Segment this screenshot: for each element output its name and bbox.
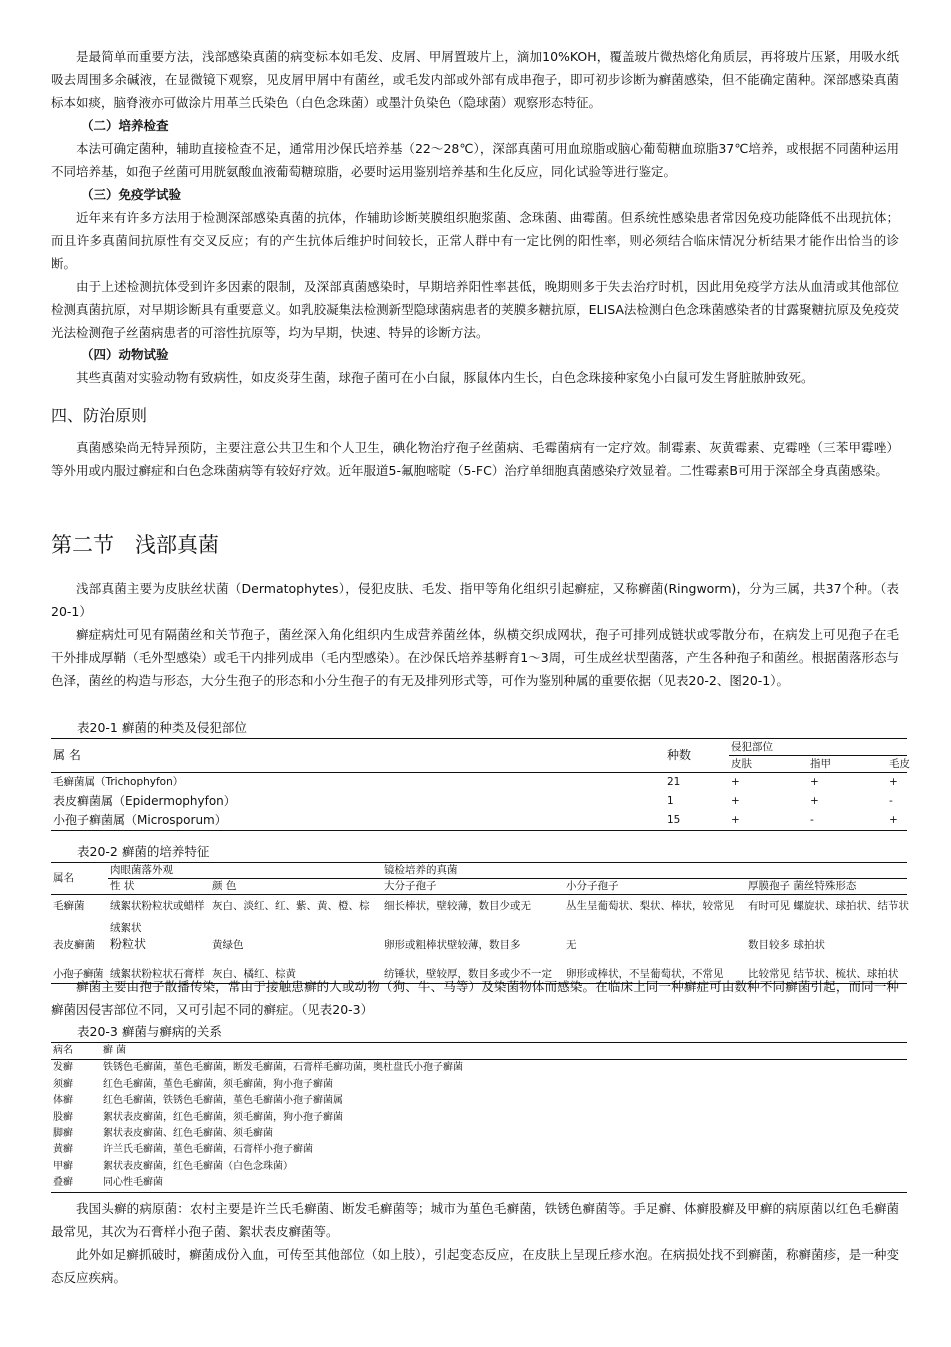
paragraph-immunology-1: 近年来有许多方法用于检测深部感染真菌的抗体，作辅助诊断荚膜组织胞浆菌、念珠菌、曲霉菌。但系统性感染患者常因免疫功能降低不出现抗体；而且许多真菌间抗原性有交叉反应；有的产生抗体后维护时间较长，正常人群中有一定比例的阳性率，则必须结合临床情况分析结果才能作出恰当的诊断。 xyxy=(51,210,899,271)
paragraph-transmission: 癣菌主要由孢子散播传染，常由于接触患癣的人或动物（狗、牛、马等）及染菌物体而感染。在临床上同一种癣症可由数种不同癣菌引起，而同一种癣菌因侵害部位不同，又可引起不同的癣症。（见表20-3） xyxy=(51,979,899,1017)
table-row: 发癣 铁锈色毛癣菌，堇色毛癣菌，断发毛癣菌，石膏样毛癣功菌，奥杜盘氏小孢子癣菌 xyxy=(53,1062,463,1074)
table-culture-features xyxy=(51,862,907,984)
paragraph-prevention: 真菌感染尚无特异预防，主要注意公共卫生和个人卫生，碘化物治疗孢子丝菌病、毛霉菌病有一定疗效。制霉素、灰黄霉素、克霉唑（三苯甲霉唑）等外用或内服过癣症和白色念珠菌病等有较好疗效。近年服道5-氟胞嘧啶（5-FC）治疗单细胞真菌感染疗效显着。二性霉素B可用于深部全身真菌感染。 xyxy=(51,440,899,478)
table2-header-color: 颜 色 xyxy=(210,879,382,895)
paragraph-direct-exam: 是最简单而重要方法，浅部感染真菌的病变标本如毛发、皮屑、甲屑置玻片上，滴加10%KOH，覆盖玻片微热熔化角质层，再将玻片压紧，用吸水纸吸去周围多余碱液，在显微镜下观察，见皮屑甲屑中有菌丝，或毛发内部或外部有成串孢子，即可初步诊断为癣菌感染，但不能确定菌种。深部感染真菌标本如痰，脑脊液亦可做涂片用革兰氏染色（白色念珠菌）或墨汁负染色（隐球菌）观察形态特征。 xyxy=(51,49,899,110)
table1-caption: 表20-1 癣菌的种类及侵犯部位 xyxy=(77,720,247,735)
table-row: 表皮癣菌属（Epidermophyfon） 1 + + - xyxy=(53,794,893,808)
table2-header-colony: 肉眼菌落外观 xyxy=(108,863,382,879)
table-row: 表皮癣菌 绒絮状 粉粒状 黄绿色 卵形或粗棒状壁较薄，数目多 无 数目较多 球拍状 xyxy=(53,922,825,951)
table2-header-genus: 属名 xyxy=(51,863,108,895)
table-row: 叠癣 同心性毛癣菌 xyxy=(53,1177,163,1189)
table-row: 黄癣 许兰氏毛癣菌，堇色毛癣菌，石膏样小孢子癣菌 xyxy=(53,1144,313,1156)
table-row: 须癣 红色毛癣菌，堇色毛癣菌，须毛癣菌，狗小孢子癣菌 xyxy=(53,1078,333,1090)
table1-header-genus: 属 名 xyxy=(51,739,665,773)
paragraph-immunology-2: 由于上述检测抗体受到许多因素的限制，及深部真菌感染时，早期培养阳性率甚低，晚期则多于失去治疗时机，因此用免疫学方法从血清或其他部位检测真菌抗原，对早期诊断具有重要意义。如乳胶凝集法检测新型隐球菌病患者的荚膜多糖抗原，ELISA法检测白色念珠菌感染者的甘露聚糖抗原及免疫荧光法检测孢子丝菌病患者的可溶性抗原等，均为早期，快速、特异的诊断方法。 xyxy=(51,279,899,340)
heading-animal-test: （四）动物试验 xyxy=(81,347,169,362)
chapter-title: 第二节 浅部真菌 xyxy=(51,533,219,557)
table-row: 毛癣菌 绒絮状粉粒状或蜡样 灰白、淡红、红、紫、黄、橙、棕 细长棒状，壁较薄，数目少或无 丛生呈葡萄状、梨状、棒状，较常见 有时可见 螺旋状、球拍状、结节状 xyxy=(53,900,909,912)
table1-header-hair: 毛皮 xyxy=(887,756,907,773)
table-row: 体癣 红色毛癣菌，铁锈色毛癣菌，堇色毛癣菌小孢子癣菌属 xyxy=(53,1095,343,1107)
paragraph-culture: 本法可确定菌种，辅助直接检查不足，通常用沙保氏培养基（22～28℃），深部真菌可用血琼脂或脑心葡萄糖血琼脂37℃培养，或根据不同菌种运用不同培养基，如孢子丝菌可用胱氨酸血液葡萄糖琼脂，必要时运用鉴别培养基和生化反应，同化试验等进行鉴定。 xyxy=(51,141,899,179)
table2-header-microconidia: 小分子孢子 xyxy=(564,879,746,895)
table-fungus-genus xyxy=(51,738,910,831)
table1-header-count: 种数 xyxy=(665,739,729,773)
table-row: 甲癣 絮状表皮癣菌，红色毛癣菌（白色念珠菌） xyxy=(53,1160,293,1172)
table1-header-nail: 指甲 xyxy=(808,756,887,773)
paragraph-superficial-2: 癣症病灶可见有隔菌丝和关节孢子，菌丝深入角化组织内生成营养菌丝体，纵横交织成网状，孢子可排列成链状或零散分布，在病发上可见孢子在毛干外排成厚鞘（毛外型感染）或毛干内排列成串（毛内型感染）。在沙保氏培养基孵育1～3周，可生成丝状型菌落，产生各种孢子和菌丝。根据菌落形态与色泽，菌丝的构造与形态，大分生孢子的形态和小分生孢子的有无及排列形式等，可作为鉴别种属的重要依据（见表20-2、图20-1）。 xyxy=(51,627,899,688)
table3-caption: 表20-3 癣菌与癣病的关系 xyxy=(77,1024,222,1039)
table-row: 脚癣 絮状表皮癣菌、红色毛癣菌、须毛癣菌 xyxy=(53,1128,273,1140)
paragraph-superficial-1: 浅部真菌主要为皮肤丝状菌（Dermatophytes），侵犯皮肤、毛发、指甲等角化组织引起癣症，又称癣菌(Ringworm)，分为三属，共37个种。（表20-1） xyxy=(51,581,899,619)
table2-header-macroconidia: 大分子孢子 xyxy=(382,879,564,895)
table1-header-skin: 皮肤 xyxy=(729,756,808,773)
table-row: 毛癣菌属（Trichophyfon） 21 + + + xyxy=(53,776,898,788)
table2-header-other: 厚膜孢子 菌丝特殊形态 xyxy=(746,879,907,895)
paragraph-animal-test: 其些真菌对实验动物有致病性，如皮炎芽生菌，球孢子菌可在小白鼠，豚鼠体内生长，白色念珠接种家兔小白鼠可发生肾脏脓肿致死。 xyxy=(76,370,814,385)
paragraph-allergic: 此外如足癣抓破时，癣菌成份入血，可传至其他部位（如上肢），引起变态反应，在皮肤上呈现丘疹水泡。在病损处找不到癣菌，称癣菌疹，是一种变态反应疾病。 xyxy=(51,1247,899,1285)
table3-header-fungus: 癣 菌 xyxy=(101,1043,907,1060)
table-row: 股癣 絮状表皮癣菌，红色毛癣菌，须毛癣菌，狗小孢子癣菌 xyxy=(53,1111,343,1123)
section-title-prevention: 四、防治原则 xyxy=(51,406,148,425)
table2-caption: 表20-2 癣菌的培养特征 xyxy=(77,844,210,859)
paragraph-pathogens: 我国头癣的病原菌：农村主要是许兰氏毛癣菌、断发毛癣菌等；城市为堇色毛癣菌，铁锈色癣菌等。手足癣、体癣股癣及甲癣的病原菌以红色毛癣菌最常见，其次为石膏样小孢子菌、絮状表皮癣菌等。 xyxy=(51,1201,899,1239)
table1-header-site: 侵犯部位 xyxy=(729,739,907,756)
table-row: 小孢子癣菌属（Microsporum） 15 + - + xyxy=(53,813,898,827)
table2-header-form: 性 状 xyxy=(108,879,210,895)
table-row: 小孢子癣菌 绒絮状粉粒状石膏样 灰白、橘红、棕黄 纺锤状，壁较厚，数目多或少不一定 卵形或棒状，不呈葡萄状，不常见 比较常见 结节状、梳状、球拍状 xyxy=(53,968,899,980)
table2-header-microscopy: 镜检培养的真菌 xyxy=(382,863,907,879)
table3-header-disease: 病名 xyxy=(51,1043,101,1060)
heading-immunology: （三）免疫学试验 xyxy=(81,187,182,202)
heading-culture: （二）培养检查 xyxy=(81,118,169,133)
table-fungus-disease xyxy=(51,1042,907,1193)
